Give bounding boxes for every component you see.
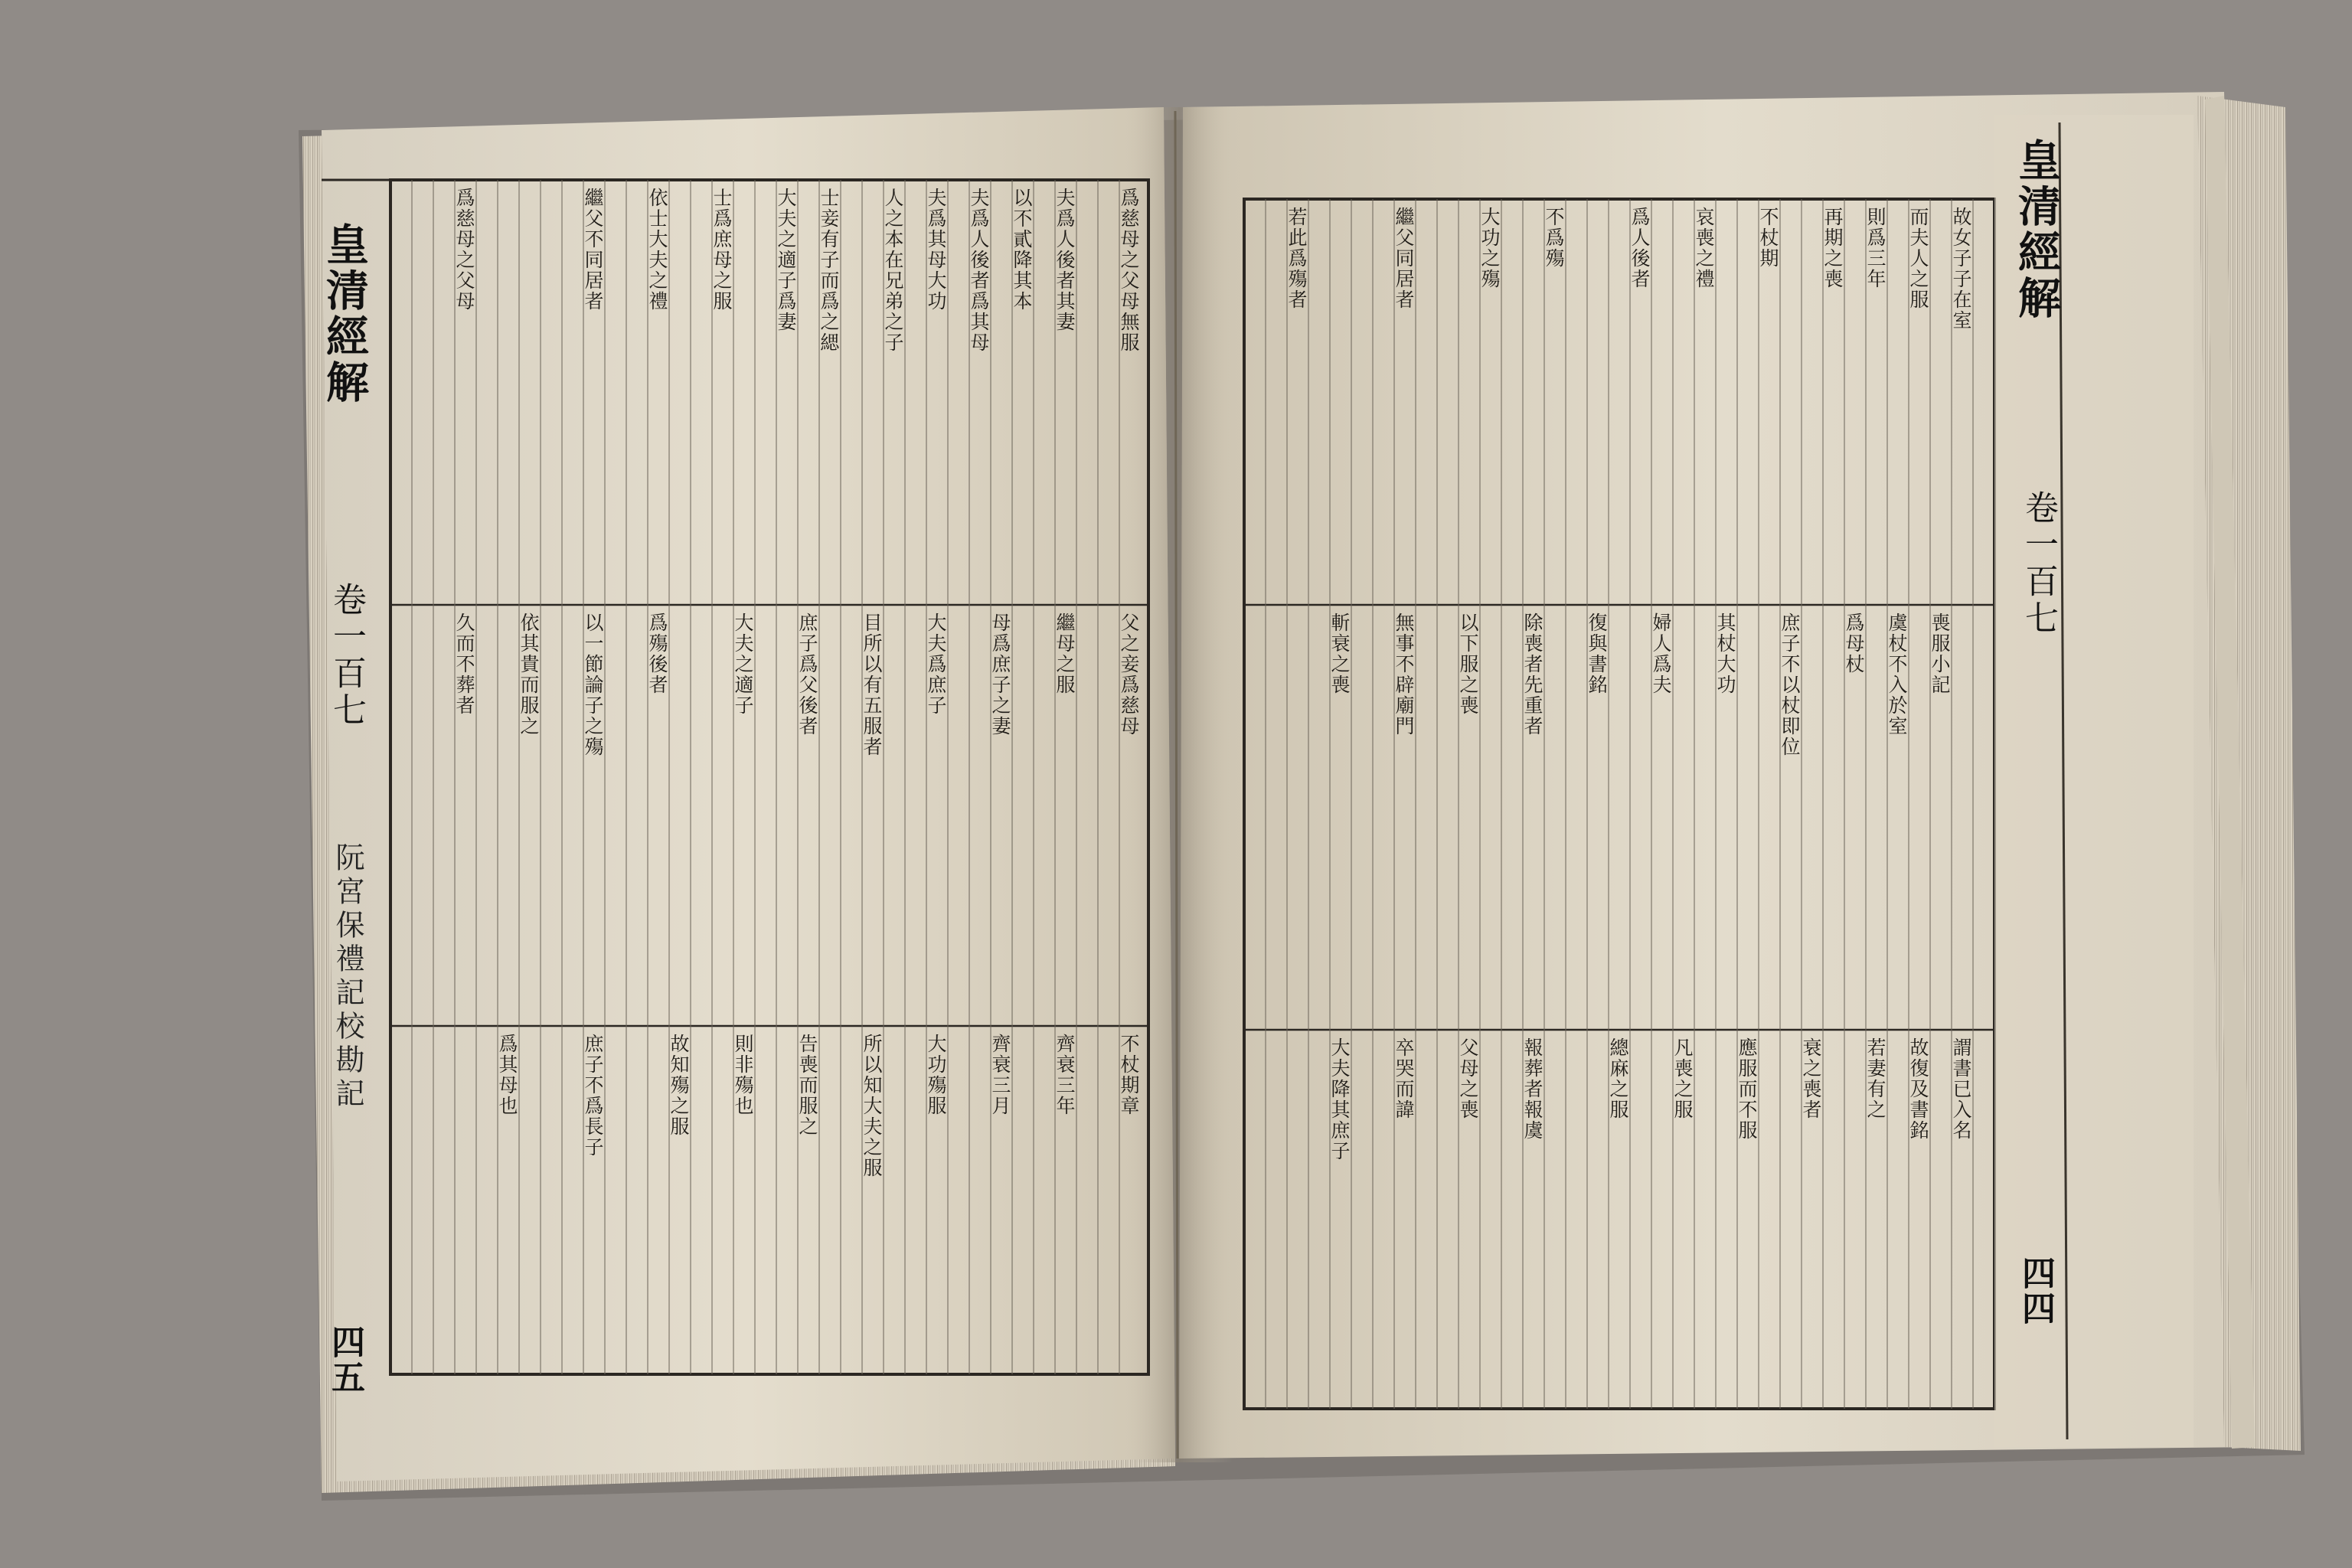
text-column: 而夫人之服 (1907, 207, 1929, 310)
text-column: 婦人爲夫 (1650, 612, 1672, 695)
text-column: 所以知大夫之服 (861, 1034, 883, 1178)
text-column: 虞杖不入於室 (1886, 612, 1908, 737)
text-column: 久而不葬者 (453, 612, 475, 716)
text-column: 大夫之適子 (732, 612, 754, 716)
text-column: 以下服之喪 (1457, 612, 1479, 716)
text-column: 夫爲其母大功 (925, 188, 947, 312)
text-column: 繼母之服 (1054, 612, 1076, 695)
text-column: 齊衰三月 (989, 1034, 1011, 1116)
text-column: 若妻有之 (1864, 1037, 1886, 1120)
text-column: 大功殤服 (925, 1034, 947, 1116)
text-column: 除喪者先重者 (1521, 612, 1544, 737)
text-column: 依其貴而服之 (518, 612, 540, 737)
text-column: 無事不辟廟門 (1393, 612, 1415, 737)
text-column: 喪服小記 (1929, 612, 1951, 695)
text-column: 以一節論子之殤 (582, 612, 604, 757)
right-page-title: 皇清經解 (2011, 138, 2062, 322)
text-column: 不爲殤 (1543, 207, 1565, 269)
text-column: 依士大夫之禮 (646, 188, 668, 312)
text-column: 庶子不爲長子 (582, 1034, 604, 1158)
text-column: 凡喪之服 (1671, 1037, 1694, 1120)
left-page-footer: 阮宮保禮記校勘記 (331, 842, 364, 1112)
text-column: 則爲三年 (1864, 207, 1886, 289)
text-column: 爲其母也 (496, 1034, 518, 1116)
text-column: 以不貳降其本 (1011, 188, 1033, 312)
text-column: 士爲庶母之服 (710, 188, 733, 312)
text-column: 告喪而服之 (796, 1034, 818, 1137)
text-column: 爲人後者 (1628, 207, 1651, 289)
text-column: 不杖期 (1757, 207, 1779, 269)
text-column: 哀喪之禮 (1693, 207, 1715, 289)
text-column: 目所以有五服者 (861, 612, 883, 757)
text-column: 大功之殤 (1478, 207, 1501, 289)
text-column: 父之妾爲慈母 (1118, 612, 1140, 737)
text-column: 夫爲人後者其妻 (1054, 188, 1076, 332)
text-column: 庶子爲父後者 (796, 612, 818, 737)
text-column: 故知殤之服 (668, 1034, 690, 1137)
text-column: 應服而不服 (1736, 1037, 1758, 1141)
text-column: 大夫降其庶子 (1328, 1037, 1351, 1161)
text-column: 斬衰之喪 (1328, 612, 1351, 695)
text-column: 士妾有子而爲之緦 (818, 188, 840, 353)
text-column: 爲慈母之父母無服 (1118, 188, 1140, 353)
text-column: 再期之喪 (1821, 207, 1844, 289)
text-column: 爲殤後者 (646, 612, 668, 695)
left-page-number: 四五 (325, 1325, 364, 1395)
text-column: 齊衰三年 (1054, 1034, 1076, 1116)
text-column: 人之本在兄弟之子 (882, 188, 904, 353)
right-page-number: 四四 (2016, 1256, 2055, 1326)
text-column: 父母之喪 (1457, 1037, 1479, 1120)
right-page-juan: 卷一百七 (2019, 490, 2058, 637)
text-column: 衰之喪者 (1800, 1037, 1822, 1120)
text-column: 總麻之服 (1607, 1037, 1629, 1120)
text-column: 爲慈母之父母 (453, 188, 475, 312)
left-page-title: 皇清經解 (319, 222, 370, 406)
text-column: 繼父同居者 (1393, 207, 1415, 310)
text-column: 其杖大功 (1714, 612, 1736, 695)
left-page-juan: 卷一百七 (327, 582, 366, 729)
text-column: 庶子不以杖即位 (1779, 612, 1801, 757)
text-column: 復與書銘 (1586, 612, 1608, 695)
text-column: 謂書已入名 (1950, 1037, 1972, 1141)
text-column: 報葬者報虞 (1521, 1037, 1544, 1141)
text-column: 卒哭而諱 (1393, 1037, 1415, 1120)
text-column: 繼父不同居者 (582, 188, 604, 312)
text-column: 則非殤也 (732, 1034, 754, 1116)
text-column: 夫爲人後者爲其母 (968, 188, 990, 353)
text-column: 大夫之適子爲妻 (775, 188, 797, 332)
text-column: 不杖期章 (1118, 1034, 1140, 1116)
text-column: 故女子子在室 (1950, 207, 1972, 331)
text-column: 故復及書銘 (1907, 1037, 1929, 1141)
text-column: 大夫爲庶子 (925, 612, 947, 716)
text-column: 爲母杖 (1843, 612, 1865, 675)
text-column: 若此爲殤者 (1285, 207, 1308, 310)
text-column: 母爲庶子之妻 (989, 612, 1011, 737)
